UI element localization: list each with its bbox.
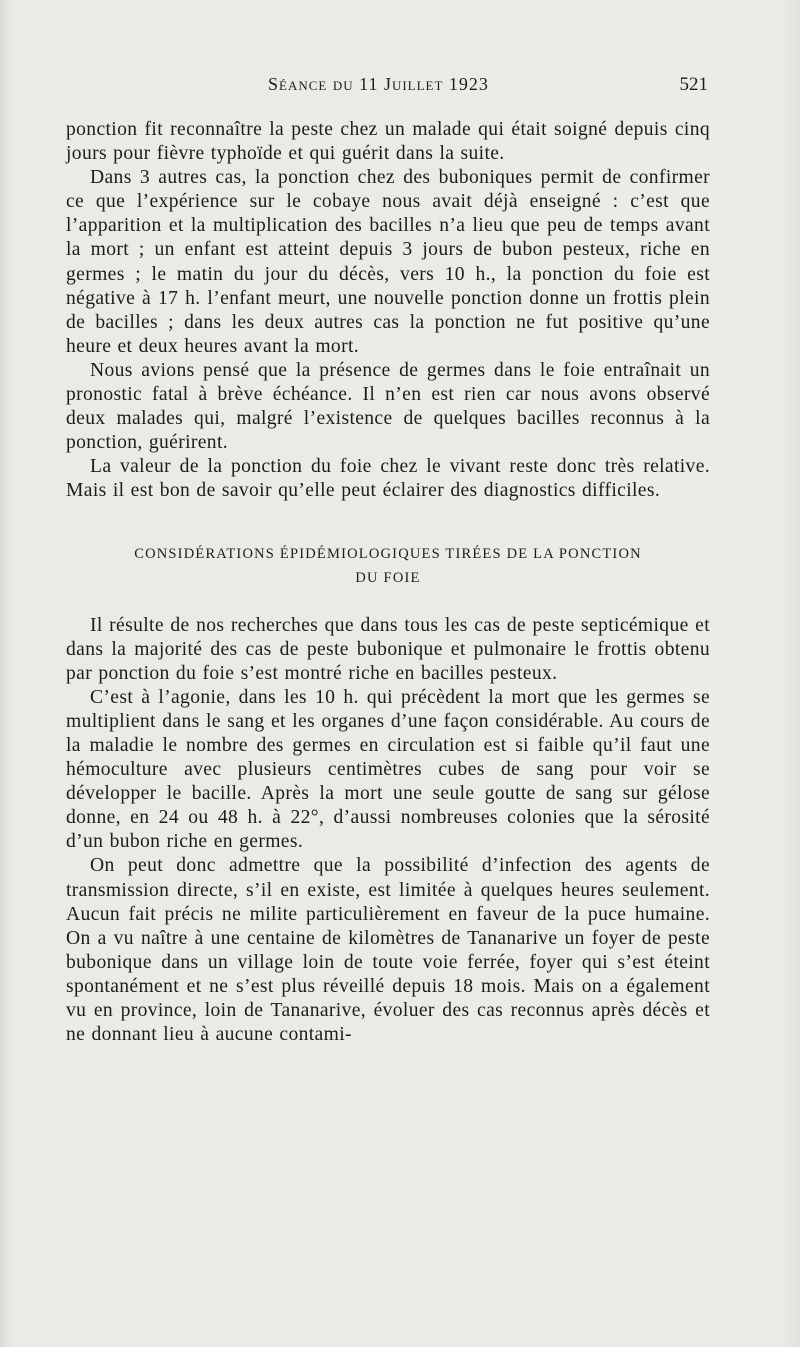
paragraph-1: ponction fit reconnaître la peste chez un malade qui était soigné depuis cinq jours pour fièvre typhoïde et qui guérit dans la suite.	[66, 119, 710, 165]
paragraph-7: On peut donc admettre que la possibilité d’infection des agents de transmission directe, s’il en existe, est limitée à quelques heures seulement. Aucun fait précis ne milite particulièrement en faveur de la puce humaine. On a vu naître à une centaine de kilomètres de Tananarive un foyer de peste bubonique dans un village loin de toute voie ferrée, foyer qui s’est éteint spontanément et ne s’est plus réveillé depuis 18 mois. Mais on a également vu en province, loin de Tananarive, évoluer des cas reconnus après décès et ne donnant lieu à aucune contami-	[66, 855, 710, 1046]
paragraph-3: Nous avions pensé que la présence de germes dans le foie entraînait un pronostic fatal à brève échéance. Il n’en est rien car nous avons observé deux malades qui, malgré l’existence de quelques bacilles reconnus à la ponction, guérirent.	[66, 359, 710, 454]
page-number: 521	[679, 74, 708, 95]
section-heading-line-2: DU FOIE	[355, 569, 421, 586]
running-head	[0, 74, 800, 100]
paragraph-5: Il résulte de nos recherches que dans tous les cas de peste septicémique et dans la majorité des cas de peste bubonique et pulmonaire le frottis obtenu par ponction du foie s’est montré riche en bacilles pesteux.	[66, 614, 710, 684]
paragraph-4: La valeur de la ponction du foie chez le vivant reste donc très relative. Mais il est bon de savoir qu’elle peut éclairer des diagnostics difficiles.	[66, 456, 710, 502]
paragraph-6: C’est à l’agonie, dans les 10 h. qui précèdent la mort que les germes se multiplient dans le sang et les organes d’une façon considérable. Au cours de la maladie le nombre des germes en circulation est si faible qu’il faut une hémoculture avec plusieurs centimètres cubes de sang pour voir se développer le bacille. Après la mort une seule goutte de sang sur gélose donne, en 24 ou 48 h. à 22°, d’aussi nombreuses colonies que la sérosité d’un bubon riche en germes.	[66, 686, 710, 853]
section-heading-line-1: CONSIDÉRATIONS ÉPIDÉMIOLOGIQUES TIRÉES DE LA PONCTION	[134, 545, 642, 562]
running-title: Séance du 11 Juillet 1923	[268, 74, 489, 94]
body-text	[66, 118, 710, 1047]
section-heading	[66, 542, 710, 590]
paragraph-2: Dans 3 autres cas, la ponction chez des buboniques permit de confirmer ce que l’expérience sur le cobaye nous avait déjà enseigné : c’est que l’apparition et la multiplication des bacilles n’a lieu que peu de temps avant la mort ; un enfant est atteint depuis 3 jours de bubon pesteux, riche en germes ; le matin du jour du décès, vers 10 h., la ponction du foie est négative à 17 h. l’enfant meurt, une nouvelle ponction donne un frottis plein de bacilles ; dans les deux autres cas la ponction ne fut positive qu’une heure et deux heures avant la mort.	[66, 167, 710, 357]
